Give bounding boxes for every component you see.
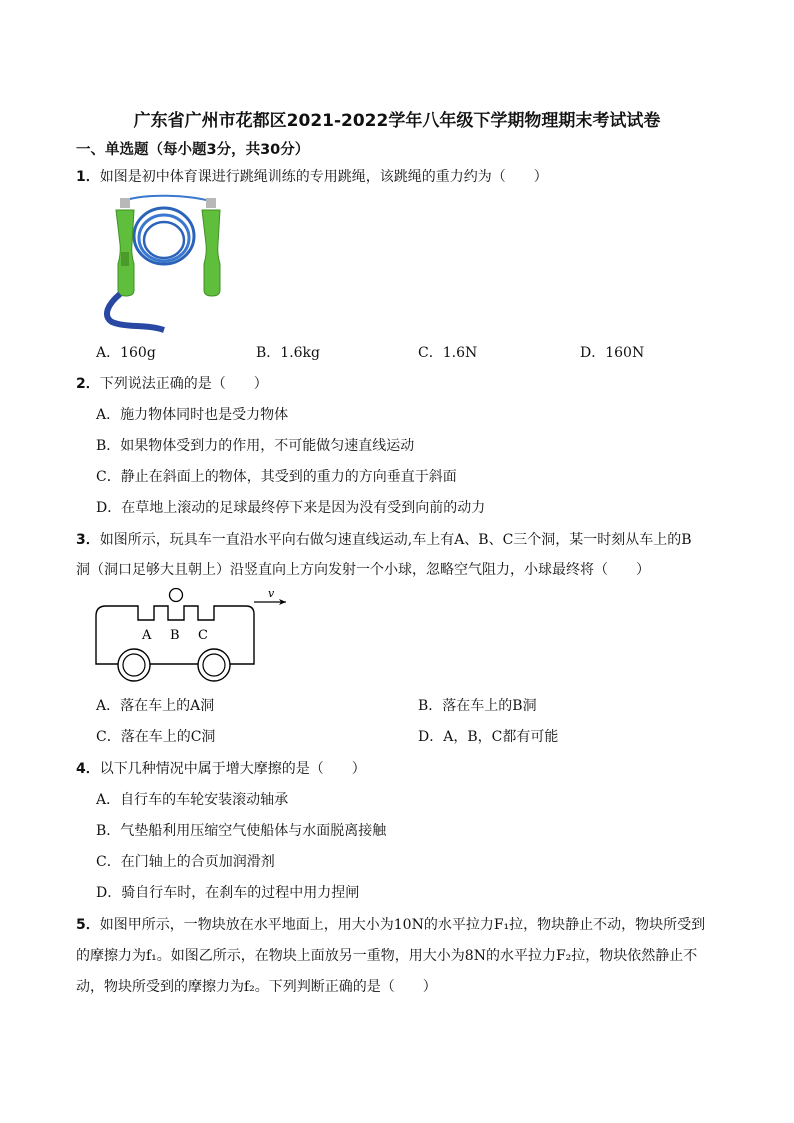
hole-label-c: C	[198, 628, 208, 643]
q1-option-a: A．160g	[96, 345, 156, 361]
q3-option-b: B．落在车上的B洞	[418, 698, 537, 714]
q2-option-c: C．静止在斜面上的物体，其受到的重力的方向垂直于斜面	[96, 469, 457, 485]
question-stem-line1: 如图所示，玩具车一直沿水平向右做匀速直线运动,车上有A、B、C三个洞，某一时刻从车上的B	[99, 532, 692, 548]
question-number: 1．	[76, 169, 100, 185]
velocity-label: v	[268, 587, 275, 600]
q1-option-b: B．1.6kg	[256, 345, 320, 361]
question-4	[76, 758, 366, 778]
question-number: 3．	[76, 532, 100, 548]
question-3-line2: 洞（洞口足够大且朝上）沿竖直向上方向发射一个小球，忽略空气阻力，小球最终将（ ）	[76, 562, 650, 578]
q1-option-d: D．160N	[580, 345, 645, 361]
question-5	[76, 914, 705, 934]
q3-option-d: D．A，B，C都有可能	[418, 729, 559, 745]
q4-option-d: D．骑自行车时，在刹车的过程中用力捏闸	[96, 885, 360, 901]
q3-option-a: A．落在车上的A洞	[96, 698, 215, 714]
question-stem: 如图是初中体育课进行跳绳训练的专用跳绳，该跳绳的重力约为（ ）	[99, 169, 548, 185]
question-3	[76, 529, 692, 549]
question-stem: 以下几种情况中属于增大摩擦的是（ ）	[99, 761, 366, 777]
question-stem-line1: 如图甲所示，一物块放在水平地面上，用大小为10N的水平拉力F₁拉，物块静止不动，物块所受到	[99, 917, 706, 933]
section-heading: 一、单选题（每小题3分，共30分）	[76, 142, 310, 158]
hole-label-b: B	[170, 628, 180, 643]
q2-option-b: B．如果物体受到力的作用，不可能做匀速直线运动	[96, 438, 415, 454]
q2-option-a: A．施力物体同时也是受力物体	[96, 407, 289, 423]
q3-option-c: C．落在车上的C洞	[96, 729, 216, 745]
q4-option-c: C．在门轴上的合页加润滑剂	[96, 854, 275, 870]
q2-option-d: D．在草地上滚动的足球最终停下来是因为没有受到向前的动力	[96, 500, 486, 516]
jump-rope-image	[96, 194, 236, 334]
question-5-line3: 动，物块所受到的摩擦力为f₂。下列判断正确的是（ ）	[76, 979, 437, 995]
question-5-line2: 的摩擦力为f₁。如图乙所示，在物块上面放另一重物，用大小为8N的水平拉力F₂拉，物块依然静止不	[76, 948, 698, 964]
question-number: 4．	[76, 761, 100, 777]
toy-car-diagram	[92, 586, 296, 688]
question-number: 5．	[76, 917, 100, 933]
q4-option-a: A．自行车的车轮安装滚动轴承	[96, 792, 289, 808]
q1-option-c: C．1.6N	[418, 345, 478, 361]
hole-label-a: A	[142, 628, 152, 643]
question-2	[76, 373, 268, 393]
question-stem: 下列说法正确的是（ ）	[99, 376, 268, 392]
q4-option-b: B．气垫船利用压缩空气使船体与水面脱离接触	[96, 823, 387, 839]
question-number: 2．	[76, 376, 100, 392]
page-title: 广东省广州市花都区2021-2022学年八年级下学期物理期末考试试卷	[133, 111, 661, 131]
question-1	[76, 166, 548, 186]
